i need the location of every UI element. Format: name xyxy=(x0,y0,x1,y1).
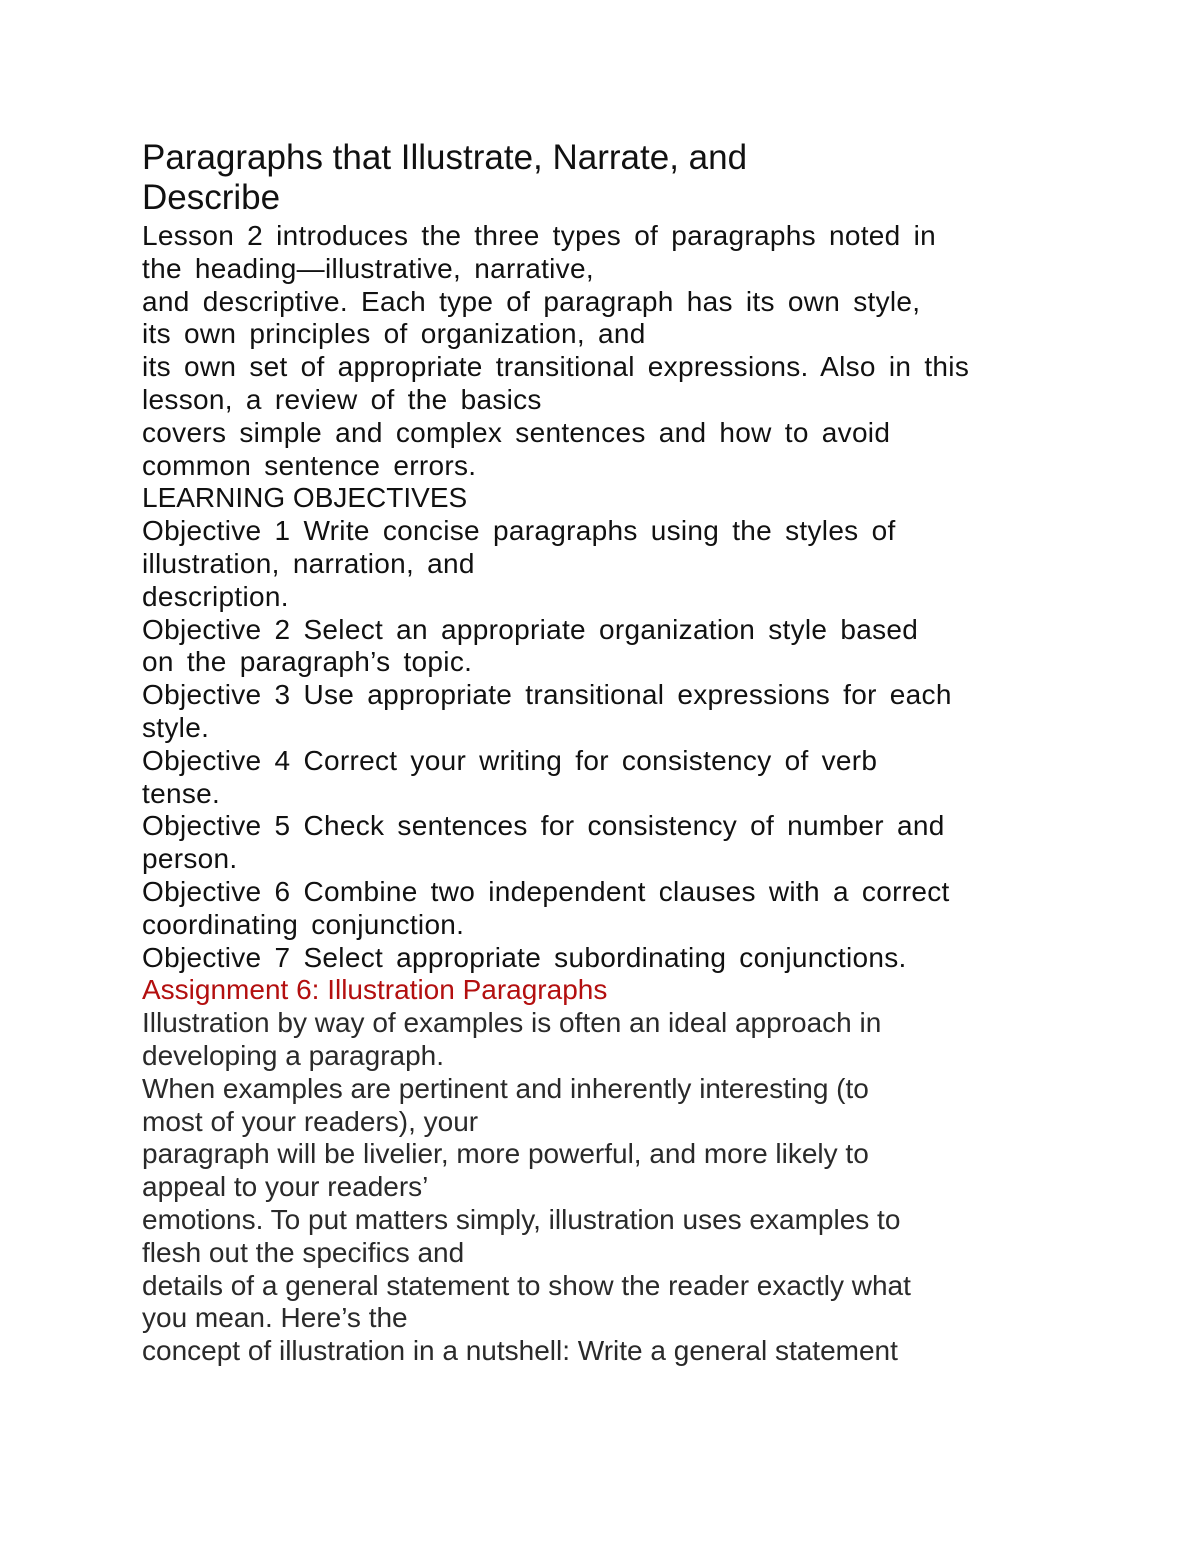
intro-line: covers simple and complex sentences and how to avoid xyxy=(142,416,891,448)
assignment-line: Illustration by way of examples is often an ideal approach in xyxy=(142,1007,882,1039)
title-line: Paragraphs that Illustrate, Narrate, and xyxy=(142,138,748,177)
assignment-line: details of a general statement to show the reader exactly what xyxy=(142,1269,911,1301)
objective-line: person. xyxy=(142,843,238,875)
objective-line: on the paragraph’s topic. xyxy=(142,646,473,678)
intro-paragraph xyxy=(142,220,1062,482)
assignment-line: emotions. To put matters simply, illustration uses examples to xyxy=(142,1203,901,1235)
objectives-list xyxy=(142,515,1062,974)
objective-line: description. xyxy=(142,580,289,612)
intro-line: common sentence errors. xyxy=(142,449,477,481)
objective-line: Objective 6 Combine two independent clauses with a correct xyxy=(142,875,950,907)
assignment-heading: Assignment 6: Illustration Paragraphs xyxy=(142,974,608,1006)
intro-line: and descriptive. Each type of paragraph has its own style, xyxy=(142,285,921,317)
objective-line: Objective 5 Check sentences for consistency of number and xyxy=(142,810,945,842)
title-line: Describe xyxy=(142,178,281,217)
assignment-line: When examples are pertinent and inherently interesting (to xyxy=(142,1072,869,1104)
assignment-line: flesh out the specifics and xyxy=(142,1236,465,1268)
document-page xyxy=(142,138,1062,1368)
assignment-line: most of your readers), your xyxy=(142,1105,479,1137)
objective-line: style. xyxy=(142,711,210,743)
assignment-line: appeal to your readers’ xyxy=(142,1171,429,1203)
assignment-line: you mean. Here’s the xyxy=(142,1302,408,1334)
objective-line: Objective 7 Select appropriate subordinating conjunctions. xyxy=(142,941,907,973)
objective-line: coordinating conjunction. xyxy=(142,908,465,940)
objectives-heading: LEARNING OBJECTIVES xyxy=(142,482,468,514)
intro-line: Lesson 2 introduces the three types of paragraphs noted in xyxy=(142,220,936,251)
intro-line: its own set of appropriate transitional expressions. Also in this xyxy=(142,351,970,383)
intro-line: lesson, a review of the basics xyxy=(142,383,542,415)
objective-line: Objective 4 Correct your writing for consistency of verb xyxy=(142,744,878,776)
assignment-line: developing a paragraph. xyxy=(142,1039,445,1071)
objective-line: tense. xyxy=(142,777,221,809)
intro-line: its own principles of organization, and xyxy=(142,318,646,350)
objective-line: Objective 1 Write concise paragraphs using the styles of xyxy=(142,515,896,547)
objective-line: illustration, narration, and xyxy=(142,547,475,579)
objective-line: Objective 3 Use appropriate transitional expressions for each xyxy=(142,679,952,711)
intro-line: the heading—illustrative, narrative, xyxy=(142,252,594,284)
assignment-paragraph xyxy=(142,1007,1062,1368)
assignment-line: paragraph will be livelier, more powerful, and more likely to xyxy=(142,1138,869,1170)
assignment-line: concept of illustration in a nutshell: Write a general statement xyxy=(142,1335,898,1367)
document-title xyxy=(142,138,1062,218)
objective-line: Objective 2 Select an appropriate organization style based xyxy=(142,613,919,645)
